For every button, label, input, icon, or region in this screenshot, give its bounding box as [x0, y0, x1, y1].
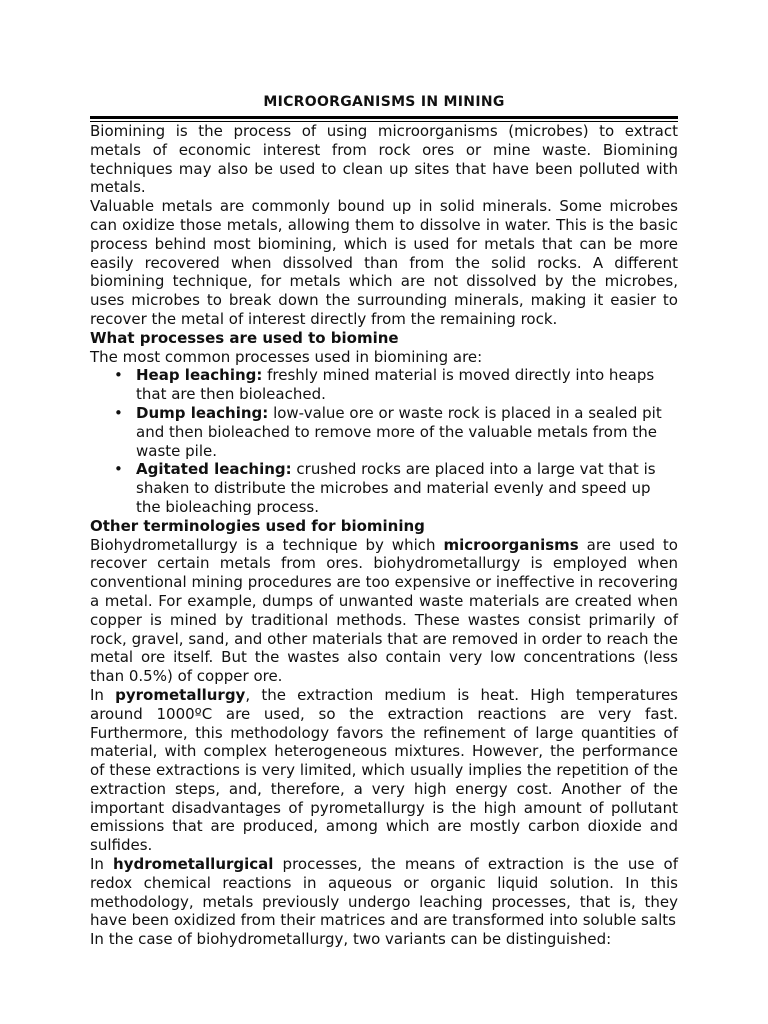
text-run: , the extraction medium is heat. High temperatures around 1000ºC are used, so the extraction reactions are very fast. Furthermore, this methodology favors the refinement of large quantities of material, with complex heterogeneous mixtures. However, the performance of these extractions is very limited, which usually implies the repetition of the extraction steps, and, therefore, a very high energy cost. Another of the important disadvantages of pyrometallurgy is the high amount of pollutant emissions that are produced, among which are mostly carbon dioxide and sulfides. — [90, 685, 678, 855]
text-run: In — [90, 855, 114, 874]
text-run: processes, the means of extraction is the use of redox chemical reactions in aqueous or organic liquid solution. In this methodology, metals previously undergo leaching processes, that is, they have been oxidized from their matrices and are transformed into soluble salts — [90, 855, 678, 930]
bullet-icon: • — [114, 403, 123, 422]
process-term: Heap leaching: — [136, 366, 263, 385]
processes-intro: The most common processes used in biomining are: — [90, 347, 483, 366]
variants-line: In the case of biohydrometallurgy, two variants can be distinguished: — [90, 930, 612, 949]
document-page — [90, 92, 678, 949]
process-term: Agitated leaching: — [136, 460, 292, 479]
document-title: MICROORGANISMS IN MINING — [263, 94, 505, 110]
text-run: Biohydrometallurgy is a technique by which — [90, 535, 444, 554]
process-description: freshly mined material is moved directly into heaps that are then bioleached. — [136, 366, 655, 404]
bullet-icon: • — [114, 460, 123, 479]
process-description: crushed rocks are placed into a large vat that is shaken to distribute the microbes and material evenly and speed up the bioleaching process. — [136, 460, 656, 516]
list-item — [114, 366, 678, 404]
process-description: low-value ore or waste rock is placed in a sealed pit and then bioleached to remove more of the valuable metals from the waste pile. — [136, 403, 662, 460]
biohydrometallurgy-paragraph — [90, 536, 678, 686]
hydrometallurgy-paragraph — [90, 855, 678, 930]
terminologies-heading: Other terminologies used for biomining — [90, 516, 425, 535]
list-item — [114, 460, 678, 516]
bold-term: hydrometallurgical — [113, 855, 274, 874]
process-list — [90, 366, 678, 516]
bold-term: pyrometallurgy — [115, 685, 246, 704]
pyrometallurgy-paragraph — [90, 686, 678, 855]
metals-paragraph: Valuable metals are commonly bound up in solid minerals. Some microbes can oxidize those metals, allowing them to dissolve in water. This is the basic process behind most biomining, which is used for metals that can be more easily recovered when dissolved than from the solid rocks. A different biomining technique, for metals which are not dissolved by the microbes, uses microbes to break down the surrounding minerals, making it easier to recover the metal of interest directly from the remaining rock. — [90, 197, 678, 328]
intro-paragraph: Biomining is the process of using microorganisms (microbes) to extract metals of economic interest from rock ores or mine waste. Biomining techniques may also be used to clean up sites that have been polluted with metals. — [90, 122, 678, 197]
processes-heading: What processes are used to biomine — [90, 328, 399, 347]
text-run: are used to recover certain metals from ores. biohydrometallurgy is employed when conventional mining procedures are too expensive or ineffective in recovering a metal. For example, dumps of unwanted waste materials are created when copper is mined by traditional methods. These wastes consist primarily of rock, gravel, sand, and other materials that are removed in order to reach the metal ore itself. But the wastes also contain very low concentrations (less than 0.5%) of copper ore. — [90, 535, 678, 686]
title-rule-thick — [90, 116, 678, 119]
process-term: Dump leaching: — [136, 403, 269, 422]
text-run: In — [90, 685, 116, 704]
bold-term: microorganisms — [443, 535, 579, 554]
list-item — [114, 403, 678, 460]
bullet-icon: • — [114, 366, 123, 385]
